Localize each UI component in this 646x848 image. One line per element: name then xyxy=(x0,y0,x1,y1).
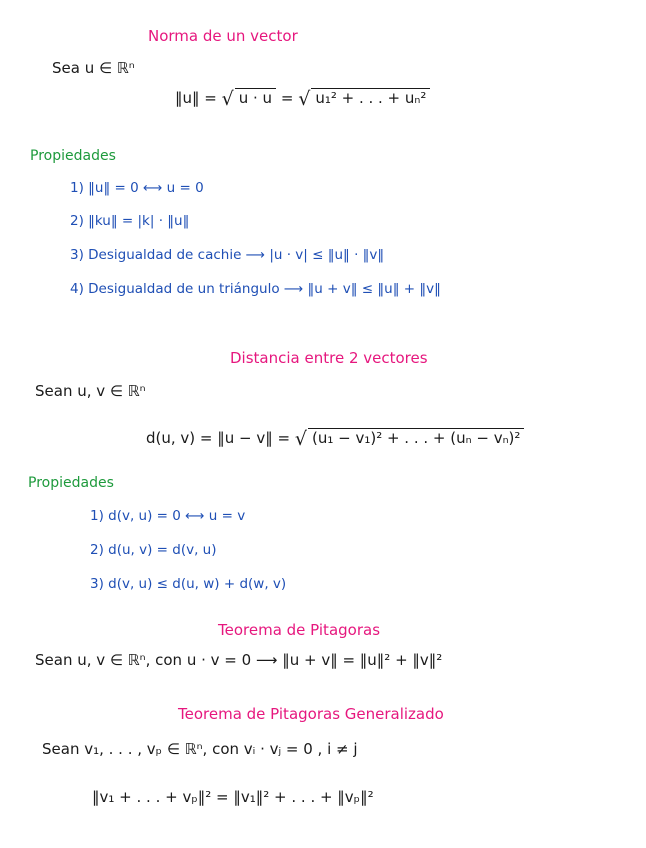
distance-property-2: 2) d(u, v) = d(v, u) xyxy=(90,542,217,558)
norm-radicand-1: u · u xyxy=(235,88,276,106)
pitagoras-statement: Sean u, v ∈ ℝⁿ, con u · v = 0 ⟶ ‖u + v‖ = ‖u‖² + ‖v‖² xyxy=(35,651,443,669)
norm-property-1: 1) ‖u‖ = 0 ⟷ u = 0 xyxy=(70,180,204,196)
section-title-pitagoras: Teorema de Pitagoras xyxy=(218,621,381,639)
given-statement-1: Sea u ∈ ℝⁿ xyxy=(52,59,135,77)
properties-label-2: Propiedades xyxy=(28,475,114,491)
distance-formula-lhs: d(u, v) = ‖u − v‖ = xyxy=(146,429,291,447)
norm-property-4: 4) Desigualdad de un triángulo ⟶ ‖u + v‖ ≤ ‖u‖ + ‖v‖ xyxy=(70,281,441,297)
given-statement-2: Sean u, v ∈ ℝⁿ xyxy=(35,382,146,400)
distance-radicand: (u₁ − v₁)² + . . . + (uₙ − vₙ)² xyxy=(308,428,524,446)
norm-radicand-2: u₁² + . . . + uₙ² xyxy=(311,88,430,106)
section-title-norma: Norma de un vector xyxy=(148,27,298,45)
distance-formula xyxy=(146,428,524,449)
norm-property-3: 3) Desigualdad de cachie ⟶ |u · v| ≤ ‖u‖ · ‖v‖ xyxy=(70,247,385,263)
sqrt-symbol: √ xyxy=(298,88,311,110)
sqrt-symbol: √ xyxy=(294,428,307,450)
norm-formula-eq: = xyxy=(280,89,294,107)
pitagoras-generalizado-formula: ‖v₁ + . . . + vₚ‖² = ‖v₁‖² + . . . + ‖vₚ‖² xyxy=(92,788,374,806)
section-title-distancia: Distancia entre 2 vectores xyxy=(230,349,428,367)
norm-formula-lhs: ‖u‖ = xyxy=(175,89,217,107)
distance-property-3: 3) d(v, u) ≤ d(u, w) + d(w, v) xyxy=(90,576,287,592)
pitagoras-generalizado-statement: Sean v₁, . . . , vₚ ∈ ℝⁿ, con vᵢ · vⱼ = 0 , i ≠ j xyxy=(42,740,358,758)
sqrt-symbol: √ xyxy=(221,88,234,110)
section-title-pitagoras-generalizado: Teorema de Pitagoras Generalizado xyxy=(178,705,444,723)
distance-property-1: 1) d(v, u) = 0 ⟷ u = v xyxy=(90,508,246,524)
norm-formula xyxy=(175,88,430,109)
norm-property-2: 2) ‖ku‖ = |k| · ‖u‖ xyxy=(70,213,190,229)
properties-label-1: Propiedades xyxy=(30,148,116,164)
